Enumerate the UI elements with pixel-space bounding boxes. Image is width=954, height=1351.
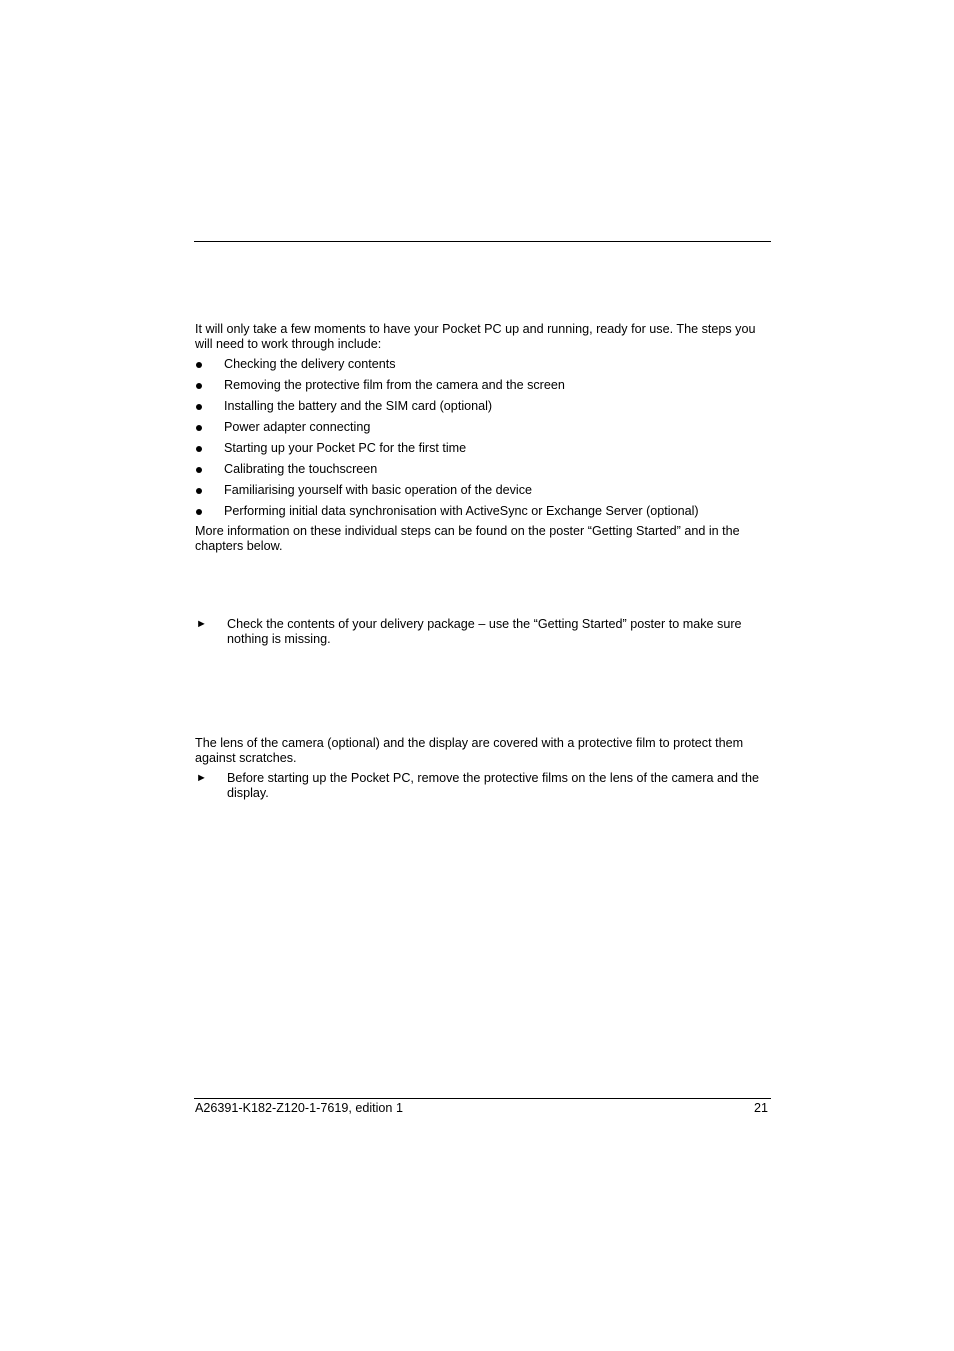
arrow-right-icon: ► [196,772,207,784]
list-item [195,441,771,462]
list-item-text: Installing the battery and the SIM card (optional) [224,399,493,413]
setup-steps-list [195,357,771,525]
protective-film-paragraph: The lens of the camera (optional) and the display are covered with a protective film to protect them against scratches. [195,736,744,765]
list-item [195,378,771,399]
bullet-icon [196,509,202,515]
list-item [195,483,771,504]
bullet-icon [196,383,202,389]
bullet-icon [196,404,202,410]
list-item [195,504,771,525]
delivery-check-instruction: Check the contents of your delivery package – use the “Getting Started” poster to make sure nothing is missing. [227,617,742,646]
remove-film-instruction: Before starting up the Pocket PC, remove the protective films on the lens of the camera and the display. [227,771,760,800]
intro-paragraph: It will only take a few moments to have your Pocket PC up and running, ready for use. The steps you will need to work through include: [195,322,756,351]
list-item-text: Calibrating the touchscreen [224,462,378,476]
document-id: A26391-K182-Z120-1-7619, edition 1 [195,1101,403,1115]
bullet-icon [196,488,202,494]
list-item [195,462,771,483]
header-rule [194,241,771,242]
bullet-icon [196,467,202,473]
list-item-text: Checking the delivery contents [224,357,396,371]
list-item-text: Familiarising yourself with basic operation of the device [224,483,532,497]
page-number: 21 [753,1101,768,1115]
remove-film-step [195,771,771,801]
bullet-icon [196,446,202,452]
list-item [195,357,771,378]
list-item-text: Performing initial data synchronisation with ActiveSync or Exchange Server (optional) [224,504,699,518]
list-item [195,399,771,420]
footer-rule [194,1098,771,1099]
list-item-text: Starting up your Pocket PC for the first time [224,441,467,455]
arrow-right-icon: ► [196,618,207,630]
delivery-check-step [195,617,771,647]
list-item [195,420,771,441]
list-item-text: Removing the protective film from the camera and the screen [224,378,565,392]
bullet-icon [196,362,202,368]
bullet-icon [196,425,202,431]
more-info-paragraph: More information on these individual steps can be found on the poster “Getting Started” and in the chapters below. [195,524,740,553]
list-item-text: Power adapter connecting [224,420,371,434]
